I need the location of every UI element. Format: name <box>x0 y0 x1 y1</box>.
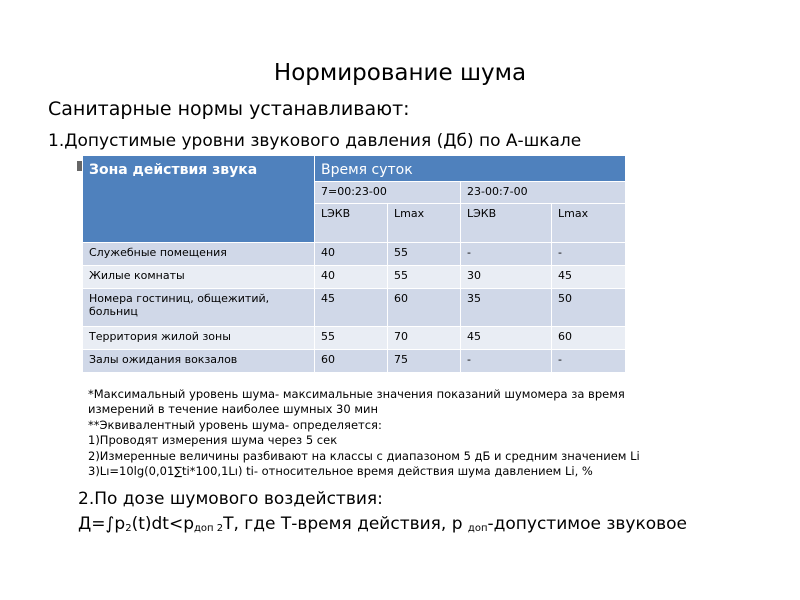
noise-norms-table <box>82 155 626 373</box>
formula-part: Д=∫p <box>78 514 126 534</box>
metric-header: Lmax <box>388 204 461 243</box>
formula-part: -допустимое звуковое <box>487 514 688 534</box>
table-row <box>83 243 626 266</box>
value-cell: 35 <box>461 289 552 327</box>
value-cell: 45 <box>315 289 388 327</box>
point-1-heading: 1.Допустимые уровни звукового давления (Дб) по А-шкале <box>48 131 582 151</box>
value-cell: 45 <box>461 327 552 350</box>
formula-subscript: доп <box>467 523 488 534</box>
formula-part: T, где Т-время действия, р <box>223 514 468 534</box>
point-2-heading: 2.По дозе шумового воздействия: <box>78 489 383 509</box>
formula-subscript: 2 <box>125 523 132 534</box>
period-day-header: 7=00:23-00 <box>315 182 461 204</box>
value-cell: 70 <box>388 327 461 350</box>
value-cell: 60 <box>315 350 388 373</box>
value-cell: 55 <box>388 266 461 289</box>
value-cell: - <box>552 243 626 266</box>
metric-header: LЭКВ <box>461 204 552 243</box>
subtitle: Санитарные нормы устанавливают: <box>48 98 410 120</box>
formula-part: (t)dt<p <box>131 514 194 534</box>
value-cell: 60 <box>388 289 461 327</box>
value-cell: 50 <box>552 289 626 327</box>
table-row <box>83 289 626 327</box>
zone-cell: Жилые комнаты <box>83 266 315 289</box>
value-cell: 60 <box>552 327 626 350</box>
note-line: 1)Проводят измерения шума через 5 сек <box>88 433 338 448</box>
metric-header: Lmax <box>552 204 626 243</box>
note-line: **Эквивалентный уровень шума- определяется: <box>88 417 382 432</box>
note-line: 3)Lı=10lg(0,01∑ti*100,1Lı) ti- относительное время действия шума давлением Li, % <box>88 464 593 479</box>
formula-subscript: доп 2 <box>193 523 224 534</box>
note-line: 2)Измеренные величины разбивают на классы с диапазоном 5 дБ и средним значением Li <box>88 448 640 463</box>
value-cell: - <box>552 350 626 373</box>
dose-formula <box>78 514 687 534</box>
time-of-day-header: Время суток <box>315 156 626 182</box>
note-line: измерений в течение наиболее шумных 30 мин <box>88 402 378 417</box>
value-cell: - <box>461 243 552 266</box>
value-cell: 40 <box>315 243 388 266</box>
value-cell: 30 <box>461 266 552 289</box>
table-row <box>83 266 626 289</box>
metric-header: LЭКВ <box>315 204 388 243</box>
zone-cell: Залы ожидания вокзалов <box>83 350 315 373</box>
zone-cell: Территория жилой зоны <box>83 327 315 350</box>
value-cell: 75 <box>388 350 461 373</box>
note-line: *Максимальный уровень шума- максимальные значения показаний шумомера за время <box>88 387 625 401</box>
table-row <box>83 327 626 350</box>
zone-cell: Номера гостиниц, общежитий, больниц <box>83 289 315 327</box>
period-night-header: 23-00:7-00 <box>461 182 626 204</box>
value-cell: 45 <box>552 266 626 289</box>
table-row <box>83 350 626 373</box>
notes-block <box>88 387 640 479</box>
zone-header: Зона действия звука <box>83 156 315 243</box>
value-cell: - <box>461 350 552 373</box>
value-cell: 55 <box>388 243 461 266</box>
value-cell: 40 <box>315 266 388 289</box>
slide-title: Нормирование шума <box>273 60 527 86</box>
zone-cell: Служебные помещения <box>83 243 315 266</box>
value-cell: 55 <box>315 327 388 350</box>
